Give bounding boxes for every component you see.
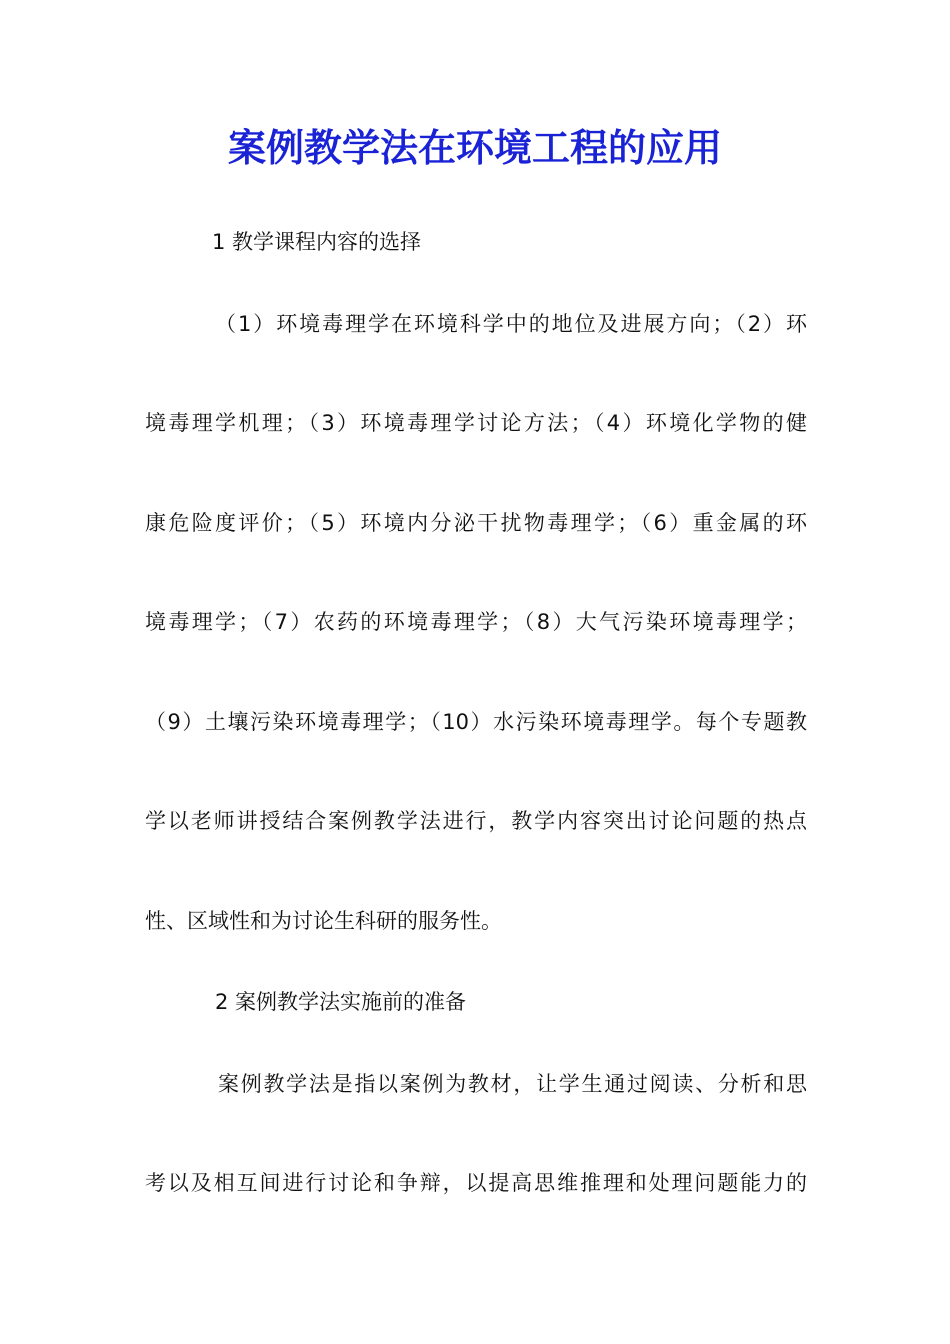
section-2-line-1: 案例教学法是指以案例为教材，让学生通过阅读、分析和思 <box>218 1072 807 1096</box>
section-1-line-6: 学以老师讲授结合案例教学法进行，教学内容突出讨论问题的热点 <box>145 809 807 833</box>
section-2-line-2: 考以及相互间进行讨论和争辩，以提高思维推理和处理问题能力的 <box>145 1171 807 1195</box>
section-1-line-4: 境毒理学；（7）农药的环境毒理学；（8）大气污染环境毒理学； <box>145 610 807 634</box>
section-1-heading: 1 教学课程内容的选择 <box>212 230 422 254</box>
section-1-line-7: 性、区域性和为讨论生科研的服务性。 <box>145 909 502 933</box>
section-1-line-5: （9）土壤污染环境毒理学；（10）水污染环境毒理学。每个专题教 <box>145 710 807 734</box>
section-1-line-3: 康危险度评价；（5）环境内分泌干扰物毒理学；（6）重金属的环 <box>145 511 807 535</box>
document-title: 案例教学法在环境工程的应用 <box>227 125 722 170</box>
section-1-line-2: 境毒理学机理；（3）环境毒理学讨论方法；（4）环境化学物的健 <box>145 411 807 435</box>
section-2-heading: 2 案例教学法实施前的准备 <box>215 990 467 1014</box>
section-1-line-1: （1）环境毒理学在环境科学中的地位及进展方向；（2）环 <box>215 312 807 336</box>
